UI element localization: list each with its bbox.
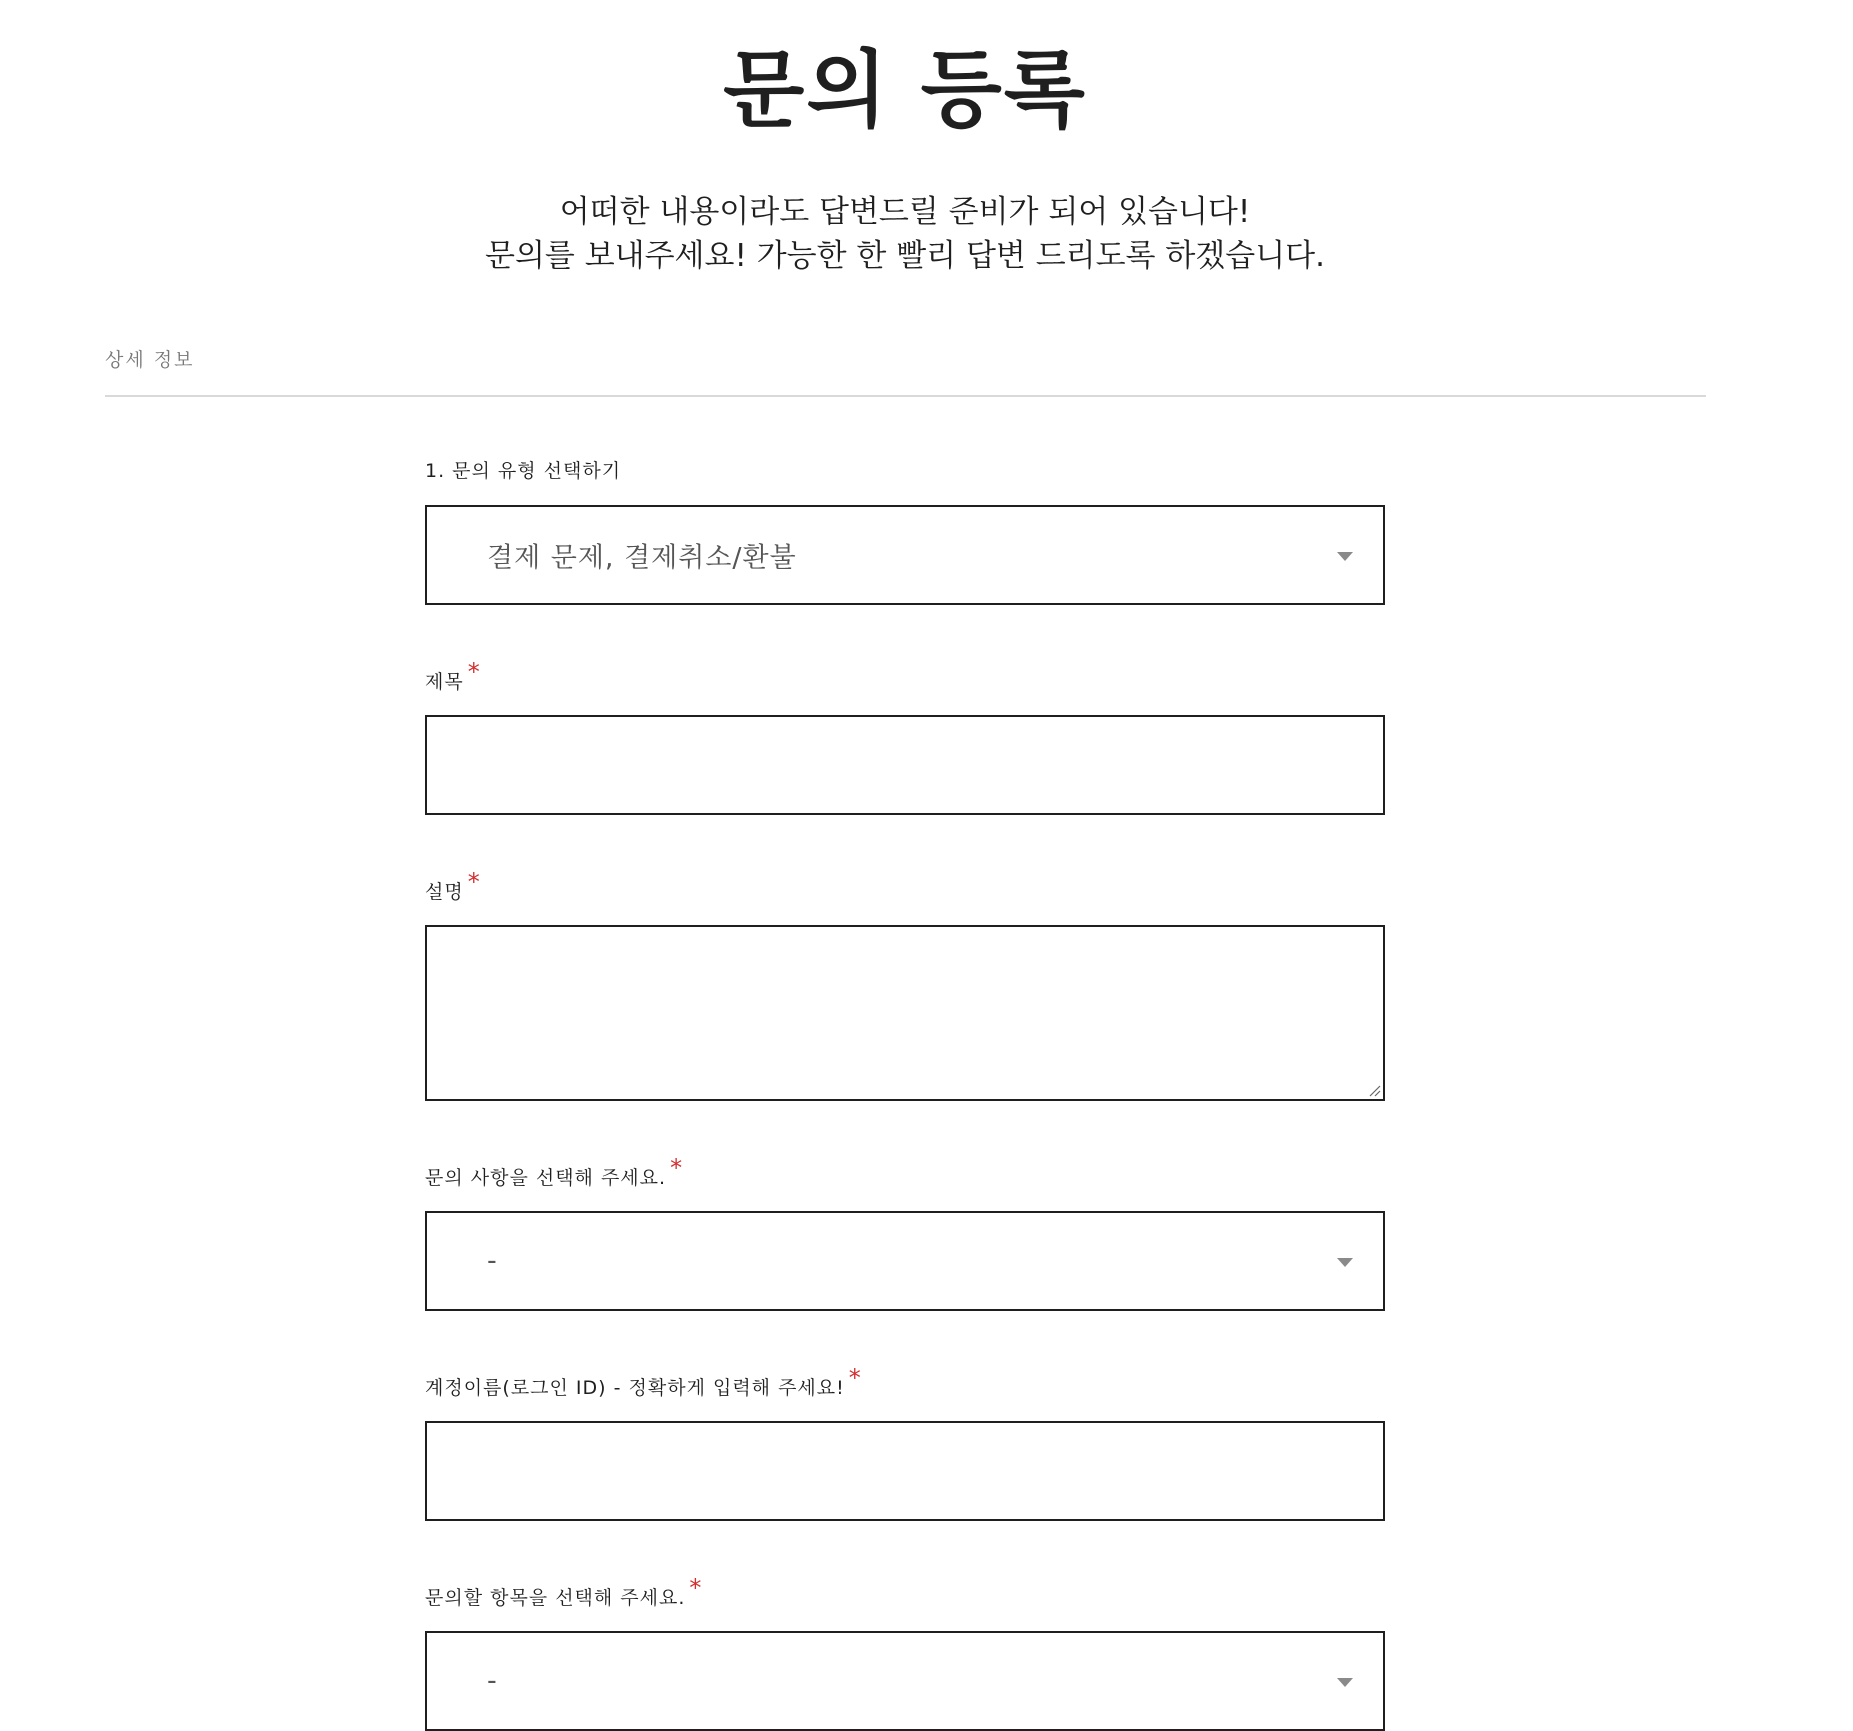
inquiry-type-selected-value: 결제 문제, 결제취소/환불 bbox=[487, 542, 797, 574]
subject-input[interactable] bbox=[425, 715, 1385, 815]
account-name-input[interactable] bbox=[425, 1421, 1385, 1521]
resize-handle-icon[interactable] bbox=[1367, 1083, 1381, 1097]
subject-label-text: 제목 bbox=[425, 671, 464, 693]
required-asterisk: * bbox=[848, 1364, 862, 1392]
chevron-down-icon bbox=[1337, 1678, 1353, 1687]
inquiry-matter-select[interactable] bbox=[425, 1211, 1385, 1311]
chevron-down-icon bbox=[1337, 552, 1353, 561]
description-label bbox=[425, 868, 481, 904]
inquiry-matter-selected-value: - bbox=[487, 1245, 498, 1277]
subject-label bbox=[425, 658, 481, 694]
inquiry-item-select[interactable] bbox=[425, 1631, 1385, 1731]
subtitle-line-2: 문의를 보내주세요! 가능한 한 빨리 답변 드리도록 하겠습니다. bbox=[485, 238, 1325, 274]
section-heading: 상세 정보 bbox=[105, 349, 195, 371]
inquiry-item-label-text: 문의할 항목을 선택해 주세요. bbox=[425, 1587, 686, 1609]
description-textarea[interactable] bbox=[425, 925, 1385, 1101]
inquiry-item-selected-value: - bbox=[487, 1665, 498, 1697]
inquiry-type-label bbox=[425, 456, 621, 483]
required-asterisk: * bbox=[467, 658, 481, 686]
required-asterisk: * bbox=[467, 868, 481, 896]
required-asterisk: * bbox=[689, 1574, 703, 1602]
inquiry-matter-label-text: 문의 사항을 선택해 주세요. bbox=[425, 1167, 667, 1189]
section-divider bbox=[105, 395, 1706, 397]
inquiry-item-label bbox=[425, 1574, 703, 1610]
required-asterisk: * bbox=[670, 1154, 684, 1182]
subtitle-line-1: 어떠한 내용이라도 답변드릴 준비가 되어 있습니다! bbox=[559, 194, 1251, 230]
inquiry-matter-label bbox=[425, 1154, 684, 1190]
account-name-label-text: 계정이름(로그인 ID) - 정확하게 입력해 주세요! bbox=[425, 1377, 845, 1399]
inquiry-type-select[interactable] bbox=[425, 505, 1385, 605]
inquiry-type-label-text: 1. 문의 유형 선택하기 bbox=[425, 460, 622, 482]
page-subtitle bbox=[0, 190, 1810, 278]
page-title: 문의 등록 bbox=[723, 41, 1087, 139]
chevron-down-icon bbox=[1337, 1258, 1353, 1267]
account-name-label bbox=[425, 1364, 862, 1400]
page-header bbox=[0, 40, 1810, 278]
description-label-text: 설명 bbox=[425, 881, 464, 903]
